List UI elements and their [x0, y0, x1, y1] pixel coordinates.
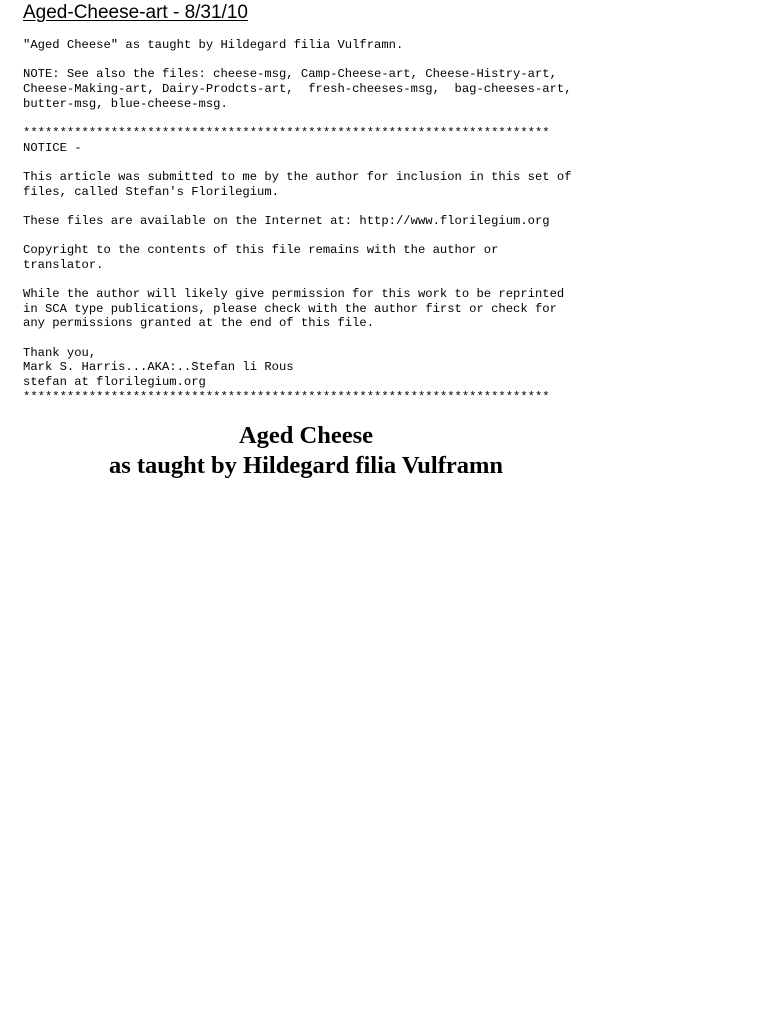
article-heading: Aged Cheese: [238, 422, 374, 449]
article-preamble: "Aged Cheese" as taught by Hildegard filia Vulframn. NOTE: See also the files: cheese-msg, Camp-Cheese-art, Cheese-Histry-art, Cheese-Making-art, Dairy-Prodcts-art, fresh-cheeses-msg, bag-cheeses-art, butter-msg, blue-cheese-msg. ************************************************************************ NOTICE - This article was submitted to me by the author for inclusion in this set of files, called Stefan's Florilegium. These files are available on the Internet at: http://www.florilegium.org Copyright to the contents of this file remains with the author or translator. While the author will likely give permission for this work to be reprinted in SCA type publications, please check with the author first or check for any permissions granted at the end of this file. Thank you, Mark S. Harris...AKA:..Stefan li Rous stefan at florilegium.org ************************************************************************: [23, 38, 572, 404]
document-title: Aged-Cheese-art - 8/31/10: [23, 2, 248, 23]
article-subheading: as taught by Hildegard filia Vulframn: [108, 452, 504, 479]
